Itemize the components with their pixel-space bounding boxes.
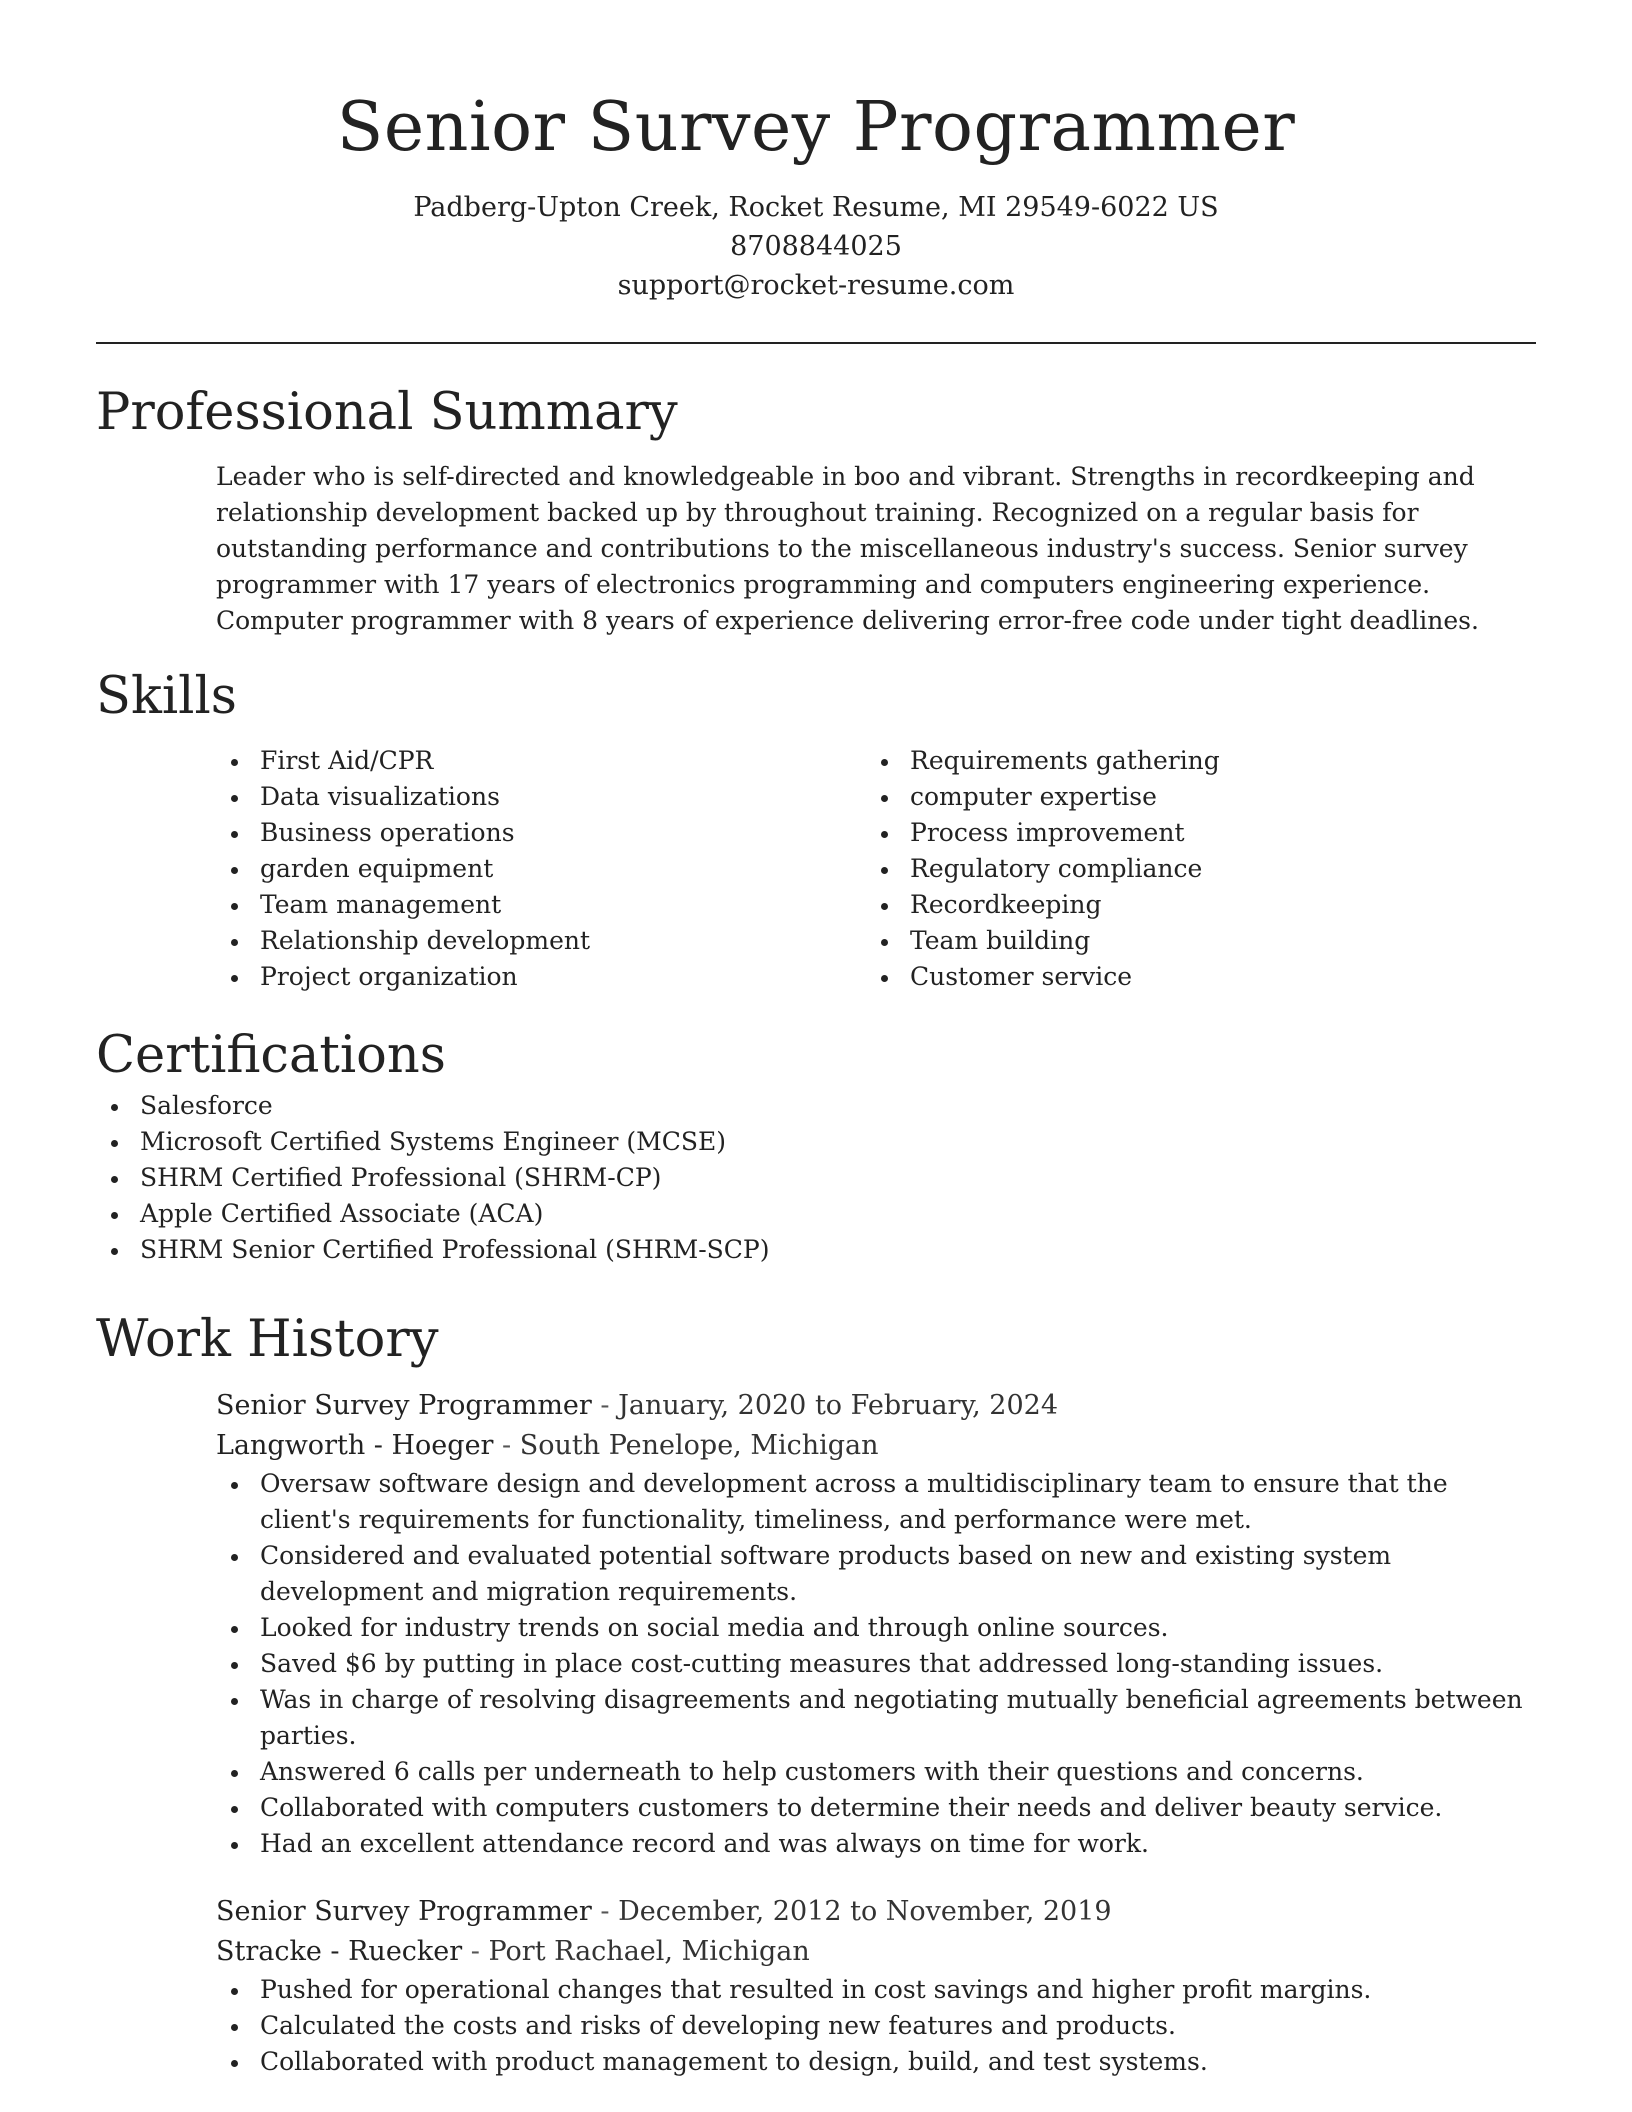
candidate-name: Senior Survey Programmer [336,88,1296,167]
skill-item: Customer service [866,959,1516,995]
certification-item: Microsoft Certified Systems Engineer (MCSE) [96,1124,1536,1160]
work-history-heading: Work History [96,1310,439,1369]
job-company: Langworth - Hoeger [216,1430,494,1461]
contact-phone: 8708844025 [730,231,902,262]
job-location: Port Rachael, Michigan [488,1936,810,1967]
job-company-line: Stracke - Ruecker - Port Rachael, Michigan [216,1936,810,1967]
skills-list-right [866,743,1516,995]
certifications-heading: Certifications [96,1026,446,1085]
contact-block [0,188,1632,305]
skill-item: computer expertise [866,779,1516,815]
job-bullet: Was in charge of resolving disagreements and negotiating mutually beneficial agreements between parties. [216,1682,1536,1754]
skill-item: First Aid/CPR [216,743,866,779]
job-title-line: Senior Survey Programmer - December, 2012 to November, 2019 [216,1896,1112,1927]
job-entry [216,1892,1536,2080]
job-bullet: Oversaw software design and development across a multidisciplinary team to ensure that the client's requirements for functionality, timeliness, and performance were met. [216,1466,1536,1538]
skill-item: Requirements gathering [866,743,1516,779]
job-company: Stracke - Ruecker [216,1936,463,1967]
skill-item: Team management [216,887,866,923]
contact-address: Padberg-Upton Creek, Rocket Resume, MI 29549-6022 US [413,192,1219,223]
job-bullets [216,1972,1536,2080]
skill-item: Process improvement [866,815,1516,851]
certification-item: Apple Certified Associate (ACA) [96,1196,1536,1232]
job-bullet: Saved $6 by putting in place cost-cutting measures that addressed long-standing issues. [216,1646,1536,1682]
certification-item: SHRM Senior Certified Professional (SHRM-SCP) [96,1232,1536,1268]
job-entry [216,1386,1536,1862]
skill-item: Recordkeeping [866,887,1516,923]
job-bullet: Collaborated with computers customers to determine their needs and deliver beauty service. [216,1790,1536,1826]
job-bullet: Answered 6 calls per underneath to help customers with their questions and concerns. [216,1754,1536,1790]
job-company-line: Langworth - Hoeger - South Penelope, Michigan [216,1430,879,1461]
job-dates: January, 2020 to February, 2024 [618,1390,1058,1421]
skill-item: Team building [866,923,1516,959]
skill-item: Business operations [216,815,866,851]
header-divider [96,342,1536,344]
certifications-list [96,1088,1536,1268]
contact-email: support@rocket-resume.com [617,270,1015,301]
work-history-section [96,1308,1536,2080]
skill-item: Data visualizations [216,779,866,815]
skills-heading: Skills [96,667,237,726]
job-bullet: Calculated the costs and risks of developing new features and products. [216,2008,1536,2044]
certification-item: Salesforce [96,1088,1536,1124]
skills-columns [216,743,1536,995]
job-bullet: Collaborated with product management to design, build, and test systems. [216,2044,1536,2080]
job-title-line: Senior Survey Programmer - January, 2020 to February, 2024 [216,1390,1058,1421]
job-bullet: Looked for industry trends on social media and through online sources. [216,1610,1536,1646]
skill-item: Relationship development [216,923,866,959]
skills-list-left [216,743,866,995]
certifications-section [96,1024,1536,1268]
resume-header [0,0,1632,305]
summary-text: Leader who is self-directed and knowledgeable in boo and vibrant. Strengths in recordkeeping and relationship development backed up by throughout training. Recognized on a regular basis for outstanding performance and contributions to the miscellaneous industry's success. Senior survey programmer with 17 years of electronics programming and computers engineering experience. Computer programmer with 8 years of experience delivering error-free code under tight deadlines. [216,462,1479,635]
job-bullet: Had an excellent attendance record and was always on time for work. [216,1826,1536,1862]
summary-heading: Professional Summary [96,383,678,442]
certification-item: SHRM Certified Professional (SHRM-CP) [96,1160,1536,1196]
job-bullet: Considered and evaluated potential software products based on new and existing system development and migration requirements. [216,1538,1536,1610]
job-title: Senior Survey Programmer [216,1390,592,1421]
job-bullet: Pushed for operational changes that resulted in cost savings and higher profit margins. [216,1972,1536,2008]
summary-section [96,381,1536,639]
skill-item: Regulatory compliance [866,851,1516,887]
job-location: South Penelope, Michigan [519,1430,879,1461]
skills-section [96,665,1536,995]
skill-item: Project organization [216,959,866,995]
skill-item: garden equipment [216,851,866,887]
job-dates: December, 2012 to November, 2019 [618,1896,1112,1927]
job-bullets [216,1466,1536,1862]
job-title: Senior Survey Programmer [216,1896,592,1927]
